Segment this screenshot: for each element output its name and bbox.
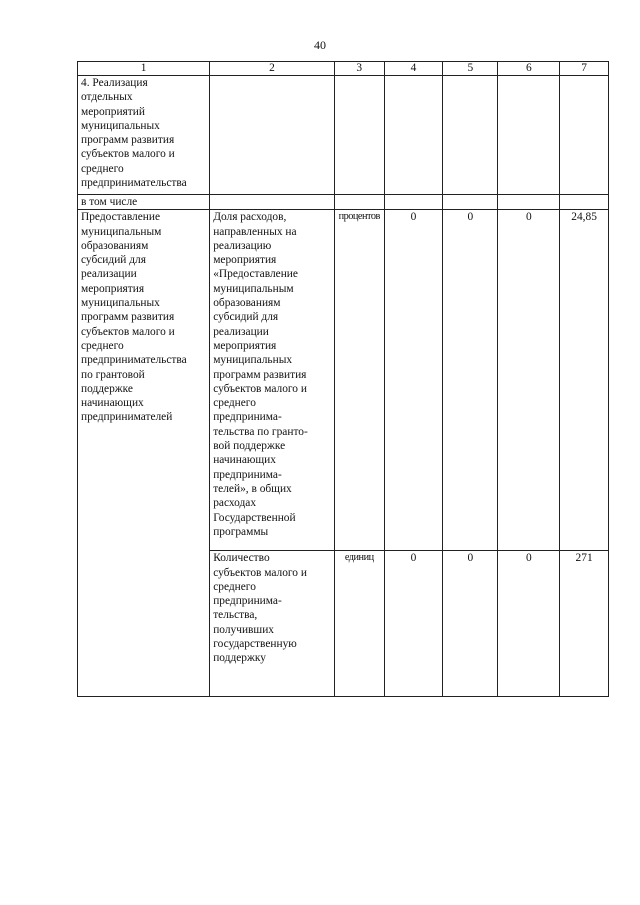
table-row-group [78,76,609,195]
value-col7-cell: 24,85 [560,210,609,551]
header-col-2: 2 [210,62,335,76]
empty-cell [384,195,443,210]
header-col-5: 5 [443,62,498,76]
empty-cell [210,195,335,210]
value-col6-cell: 0 [498,210,560,551]
empty-cell [560,76,609,195]
empty-cell [443,195,498,210]
table-header-row [78,62,609,76]
including-cell: в том числе [78,195,210,210]
value-col5-cell: 0 [443,210,498,551]
unit-cell: процентов [334,210,384,551]
table-row-including [78,195,609,210]
unit-cell: единиц [334,551,384,697]
indicator-name-cell: Количество субъектов малого и среднего предпринима- тельства, получивших государственную поддержку [210,551,335,697]
measure-name-cell: Предоставление муниципальным образованиям субсидий для реализации мероприятия муниципальных программ развития субъектов малого и среднего предпринимательства по грантовой поддержке начинающих предпринимателей [78,210,210,697]
value-col7-cell: 271 [560,551,609,697]
header-col-4: 4 [384,62,443,76]
empty-cell [334,195,384,210]
empty-cell [210,76,335,195]
header-col-7: 7 [560,62,609,76]
header-col-3: 3 [334,62,384,76]
empty-cell [334,76,384,195]
value-col5-cell: 0 [443,551,498,697]
value-col4-cell: 0 [384,210,443,551]
header-col-6: 6 [498,62,560,76]
empty-cell [443,76,498,195]
value-col6-cell: 0 [498,551,560,697]
empty-cell [498,76,560,195]
empty-cell [498,195,560,210]
value-col4-cell: 0 [384,551,443,697]
table-row-indicator-1 [78,210,609,551]
header-col-1: 1 [78,62,210,76]
empty-cell [560,195,609,210]
page-number: 40 [314,38,326,52]
indicator-name-cell: Доля расходов, направленных на реализацию мероприятия «Предоставление муниципальным образованиям субсидий для реализации мероприятия муниципальных программ развития субъектов малого и среднего предпринима- тельства по гранто- вой поддержке начинающих предпринима- телей», в общих расходах Государственной программы [210,210,335,551]
indicators-table [77,61,609,697]
empty-cell [384,76,443,195]
group-title-cell: 4. Реализация отдельных мероприятий муниципальных программ развития субъектов малого и среднего предпринимательства [78,76,210,195]
